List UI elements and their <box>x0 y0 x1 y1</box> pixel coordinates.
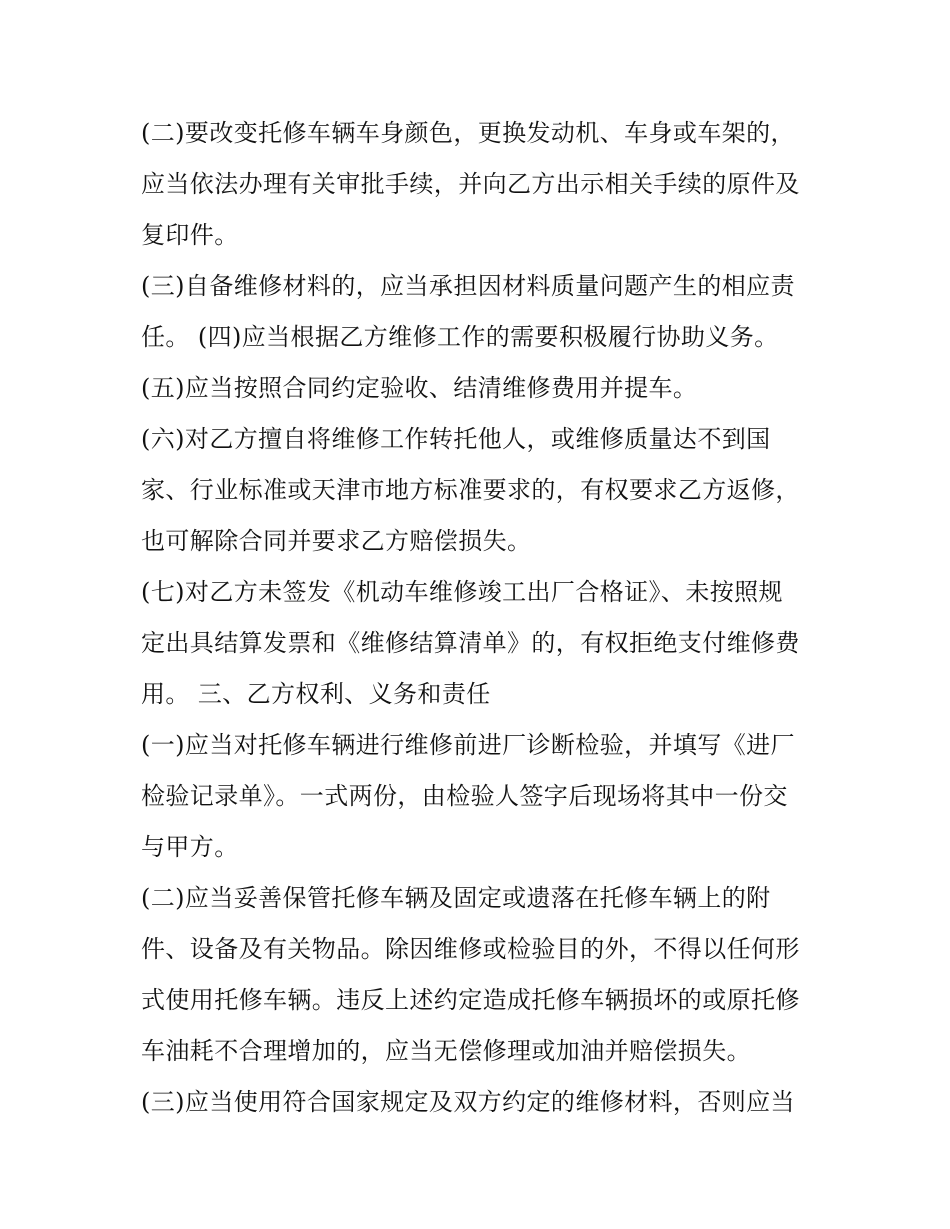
text-line: 任。 (四)应当根据乙方维修工作的需要积极履行协助义务。 <box>141 323 779 351</box>
document-body <box>141 108 821 1128</box>
text-line: (五)应当按照合同约定验收、结清维修费用并提车。 <box>141 374 698 402</box>
text-line: 件、设备及有关物品。除因维修或检验目的外，不得以任何形 <box>141 935 800 963</box>
text-line: (一)应当对托修车辆进行维修前进厂诊断检验，并填写《进厂 <box>141 731 795 759</box>
text-line: 式使用托修车辆。违反上述约定造成托修车辆损坏的或原托修 <box>141 986 800 1014</box>
text-line: 用。 三、乙方权利、义务和责任 <box>141 680 491 708</box>
text-line: 也可解除合同并要求乙方赔偿损失。 <box>141 527 532 555</box>
text-line: (二)应当妥善保管托修车辆及固定或遗落在托修车辆上的附 <box>141 884 771 912</box>
text-line: 与甲方。 <box>141 833 239 861</box>
text-line: 家、行业标准或天津市地方标准要求的，有权要求乙方返修， <box>141 476 800 504</box>
text-line: (三)应当使用符合国家规定及双方约定的维修材料，否则应当 <box>141 1088 795 1116</box>
text-line: 应当依法办理有关审批手续，并向乙方出示相关手续的原件及 <box>141 170 800 198</box>
text-line: (七)对乙方未签发《机动车维修竣工出厂合格证》、未按照规 <box>141 578 783 606</box>
text-line: (三)自备维修材料的，应当承担因材料质量问题产生的相应责 <box>141 272 795 300</box>
text-line: 定出具结算发票和《维修结算清单》的，有权拒绝支付维修费 <box>141 629 800 657</box>
text-line: (二)要改变托修车辆车身颜色，更换发动机、车身或车架的， <box>141 119 795 147</box>
text-line: 复印件。 <box>141 221 239 249</box>
text-line: (六)对乙方擅自将维修工作转托他人，或维修质量达不到国 <box>141 425 771 453</box>
text-line: 检验记录单》。一式两份，由检验人签字后现场将其中一份交 <box>141 782 788 810</box>
text-line: 车油耗不合理增加的，应当无偿修理或加油并赔偿损失。 <box>141 1037 751 1065</box>
